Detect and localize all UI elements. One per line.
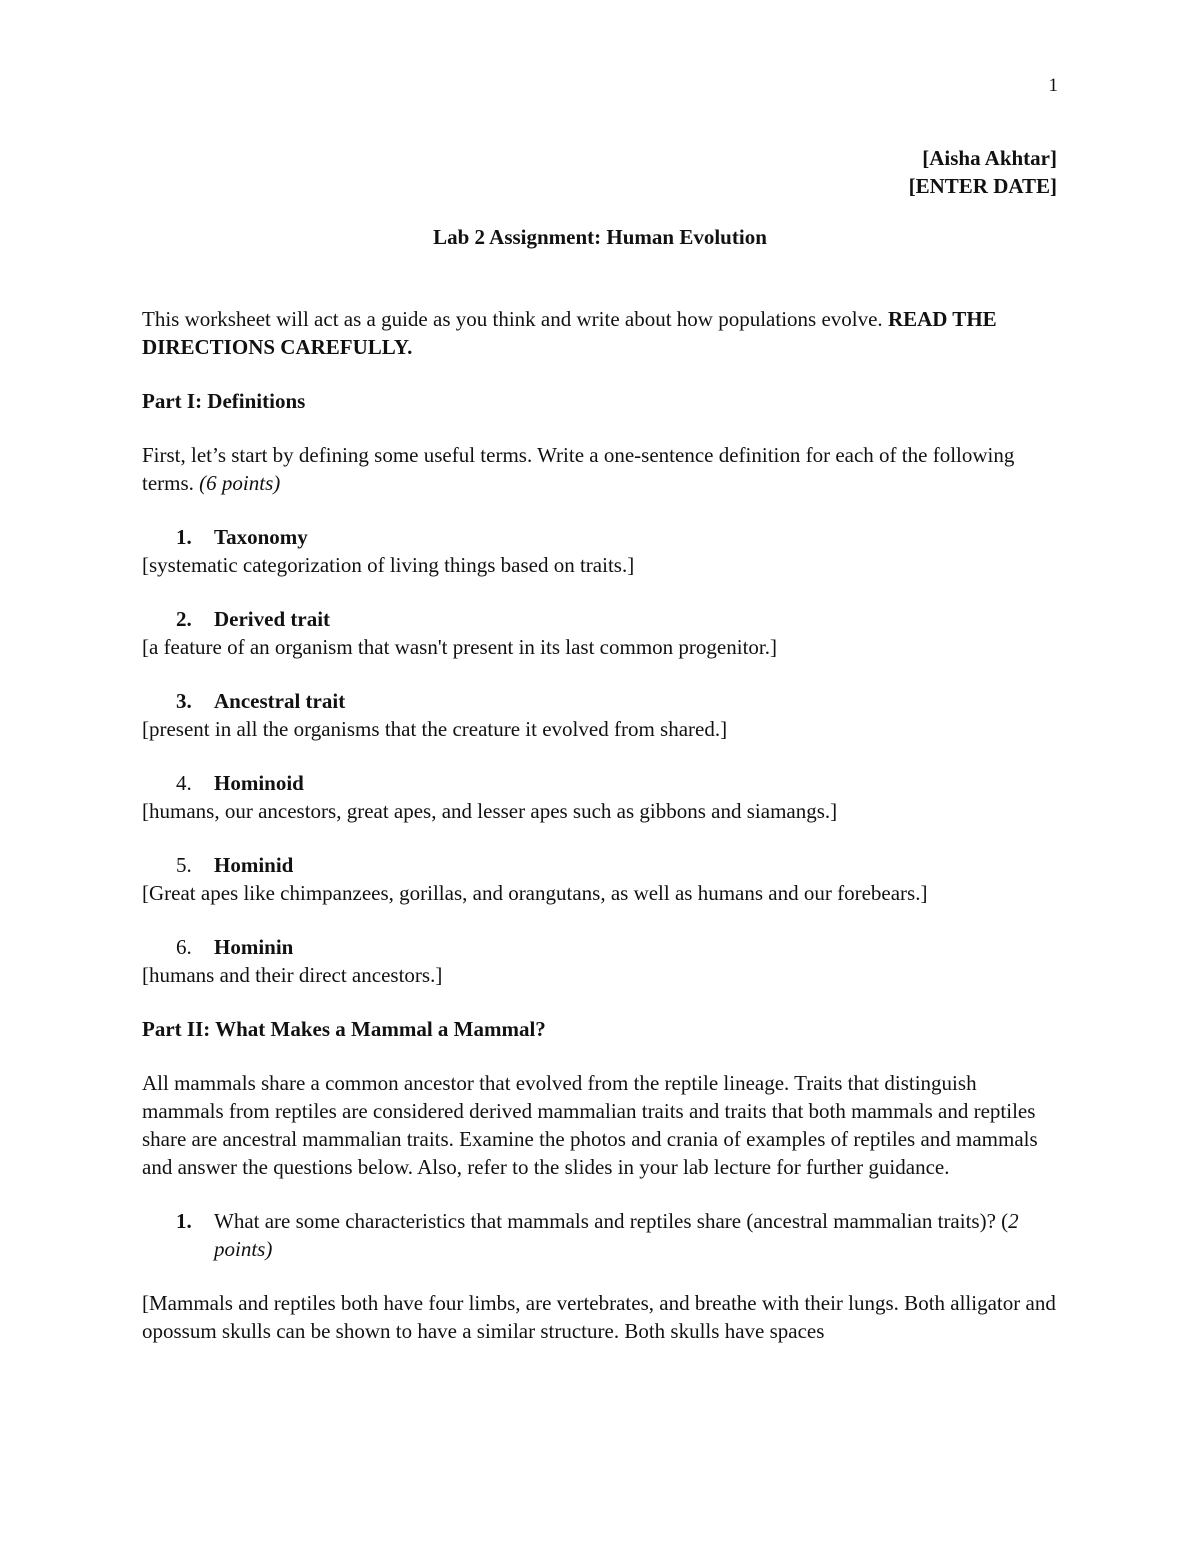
term-name: Hominoid (214, 771, 304, 795)
part1-points: (6 points) (199, 471, 281, 495)
term-definition: [Great apes like chimpanzees, gorillas, and orangutans, as well as humans and our forebears.] (142, 881, 928, 905)
term-definition: [humans and their direct ancestors.] (142, 963, 443, 987)
author-header (909, 144, 1057, 200)
term-item (142, 933, 1058, 989)
part2-heading: Part II: What Makes a Mammal a Mammal? (142, 1017, 546, 1041)
page-number: 1 (1048, 75, 1058, 96)
part1-instructions (142, 441, 1058, 497)
part1-instructions-text: First, let’s start by defining some useful terms. Write a one-sentence definition for each of the following terms. (142, 443, 1015, 495)
term-definition: [humans, our ancestors, great apes, and lesser apes such as gibbons and siamangs.] (142, 799, 838, 823)
question-body: What are some characteristics that mammals and reptiles share (ancestral mammalian traits)? ( (214, 1209, 1009, 1233)
term-number: 5. (176, 853, 192, 877)
part1-heading: Part I: Definitions (142, 389, 306, 413)
term-name: Ancestral trait (214, 689, 346, 713)
term-item (142, 687, 1058, 743)
term-definition: [present in all the organisms that the creature it evolved from shared.] (142, 717, 728, 741)
intro-emphasis: READ THE DIRECTIONS CAREFULLY. (142, 307, 997, 359)
term-number: 3. (176, 689, 192, 713)
author-name: [Aisha Akhtar] (922, 146, 1057, 170)
term-name: Derived trait (214, 607, 331, 631)
question-points: 2 points) (214, 1209, 1019, 1261)
term-number: 1. (176, 525, 192, 549)
term-item (142, 605, 1058, 661)
term-name: Hominid (214, 853, 294, 877)
term-item (142, 851, 1058, 907)
term-definition: [systematic categorization of living things based on traits.] (142, 553, 635, 577)
term-item (142, 523, 1058, 579)
term-number: 2. (176, 607, 192, 631)
question-text (214, 1207, 1058, 1263)
question-item (142, 1207, 1058, 1263)
term-name: Taxonomy (214, 525, 308, 549)
intro-paragraph (142, 305, 1058, 361)
term-number: 4. (176, 771, 192, 795)
term-name: Hominin (214, 935, 294, 959)
question-number: 1. (176, 1209, 192, 1233)
term-definition: [a feature of an organism that wasn't present in its last common progenitor.] (142, 635, 777, 659)
intro-text: This worksheet will act as a guide as you think and write about how populations evolve. (142, 307, 888, 331)
document-title: Lab 2 Assignment: Human Evolution (433, 225, 767, 249)
part2-paragraph: All mammals share a common ancestor that evolved from the reptile lineage. Traits that distinguish mammals from reptiles are considered derived mammalian traits and traits that both mammals and reptiles share are ancestral mammalian traits. Examine the photos and crania of examples of reptiles and mammals and answer the questions below. Also, refer to the slides in your lab lecture for further guidance. (142, 1071, 1038, 1179)
term-item (142, 769, 1058, 825)
answer-text: [Mammals and reptiles both have four limbs, are vertebrates, and breathe with their lungs. Both alligator and opossum skulls can be shown to have a similar structure. Both skulls have spaces (142, 1291, 1056, 1343)
document-body (142, 305, 1058, 1345)
term-number: 6. (176, 935, 192, 959)
date-placeholder: [ENTER DATE] (908, 174, 1057, 198)
